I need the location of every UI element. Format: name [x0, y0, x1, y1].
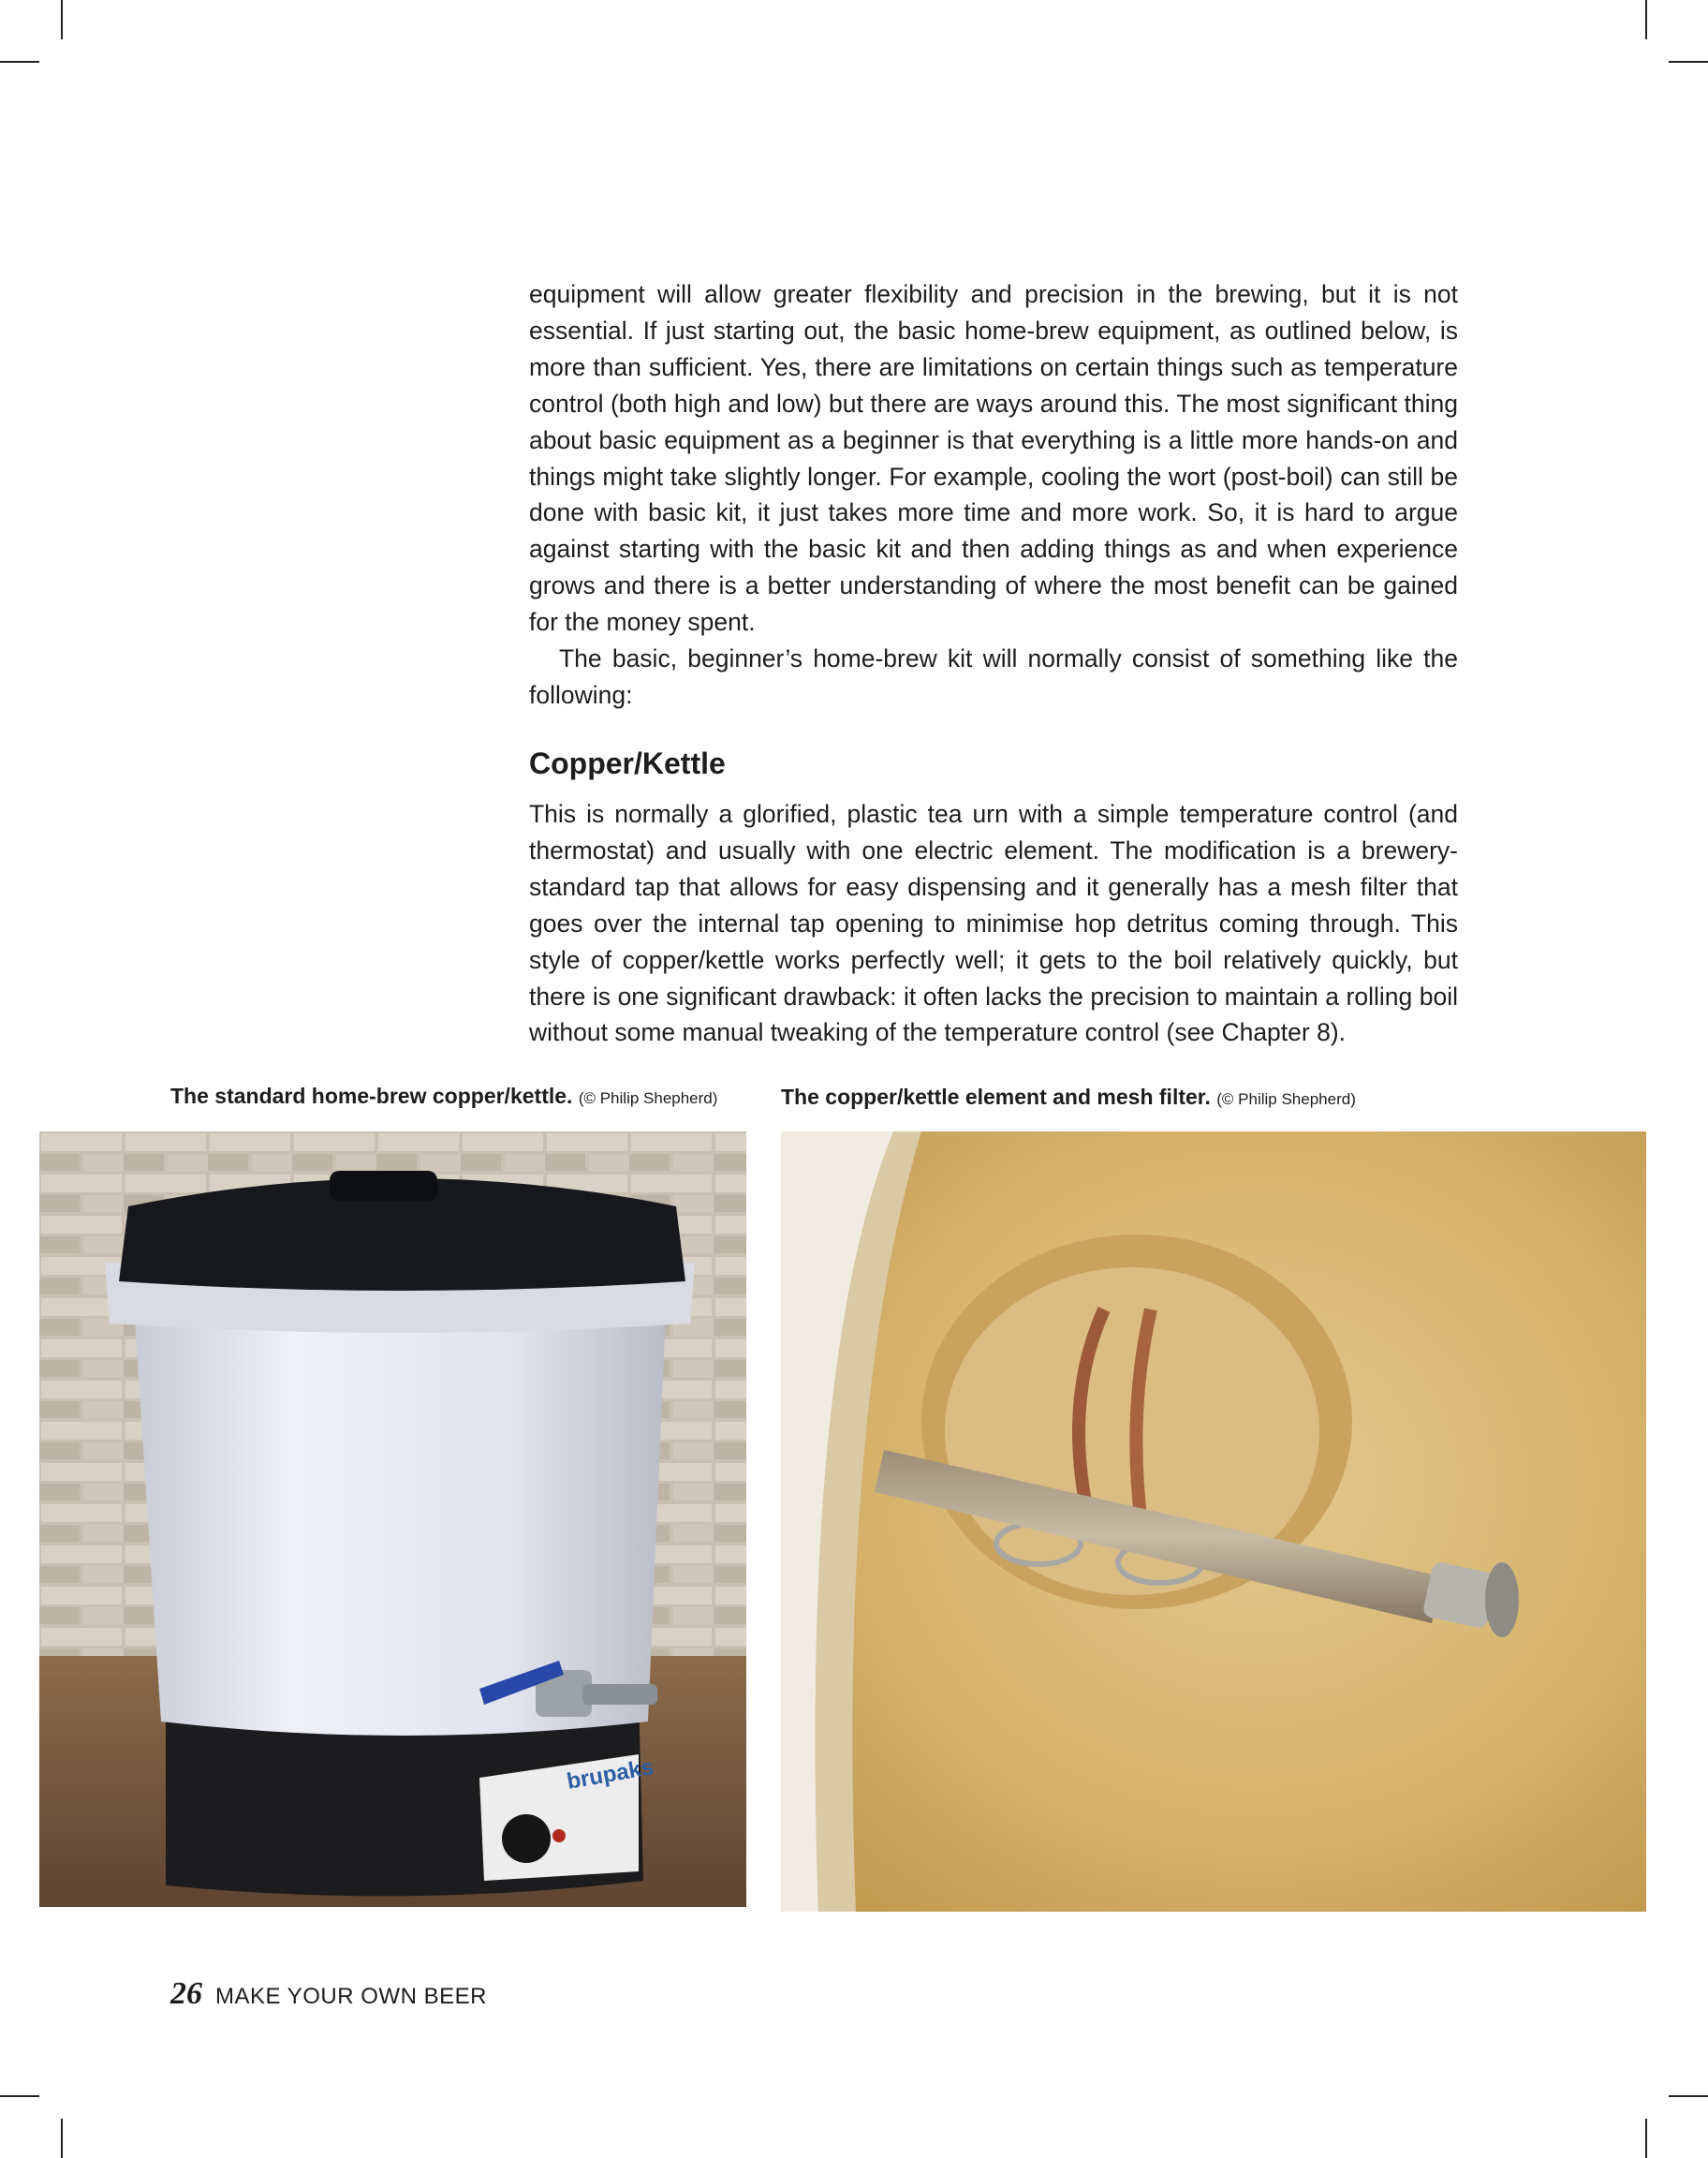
brand-label: brupaks [565, 1754, 655, 1795]
page-footer [170, 1976, 487, 2012]
body-paragraph: The basic, beginner’s home-brew kit will normally consist of something like the following: [529, 644, 1458, 709]
crop-mark [0, 2095, 39, 2097]
caption-credit: (© Philip Shepherd) [578, 1089, 718, 1107]
body-text [529, 276, 1458, 714]
caption-text: The copper/kettle element and mesh filter. [781, 1085, 1211, 1109]
figure-caption-1 [170, 1084, 717, 1109]
kettle-illustration [39, 1131, 746, 1907]
section-paragraph: This is normally a glorified, plastic tea urn with a simple temperature control (and thermostat) and usually with one electric element. The modification is a brewery-standard tap that allows for easy dispensing and it generally has a mesh filter that goes over the internal tap opening to minimise hop detritus coming through. This style of copper/kettle works perfectly well; it gets to the boil relatively quickly, but there is one significant drawback: it often lacks the precision to maintain a rolling boil without some manual tweaking of the temperature control (see Chapter 8). [529, 800, 1458, 1047]
element-filter-photo [781, 1131, 1646, 1912]
page-number: 26 [170, 1976, 202, 2011]
body-paragraph: equipment will allow greater flexibility and precision in the brewing, but it is not essential. If just starting out, the basic home-brew equipment, as outlined below, is more than sufficient. Yes, there are limitations on certain things such as temperature control (both high and low) but there are ways around this. The most significant thing about basic equipment as a beginner is that everything is a little more hands-on and things might take slightly longer. For example, cooling the wort (post-boil) can still be done with basic kit, it just takes more time and more work. So, it is hard to argue against starting with the basic kit and then adding things as and when experience grows and there is a better understanding of where the most benefit can be gained for the money spent. [529, 280, 1458, 637]
crop-mark [1645, 2119, 1647, 2158]
figure-caption-2 [781, 1085, 1356, 1110]
section-text [529, 796, 1458, 1051]
crop-mark [61, 2119, 63, 2158]
caption-text: The standard home-brew copper/kettle. [170, 1084, 573, 1108]
kettle-photo [39, 1131, 746, 1907]
crop-mark [0, 61, 39, 63]
element-filter-illustration [781, 1131, 1646, 1912]
running-title: MAKE YOUR OWN BEER [215, 1984, 487, 2009]
crop-mark [1669, 61, 1708, 63]
crop-mark [1669, 2095, 1708, 2097]
section-heading: Copper/Kettle [529, 746, 726, 780]
caption-credit: (© Philip Shepherd) [1216, 1090, 1356, 1108]
crop-mark [61, 0, 63, 39]
crop-mark [1645, 0, 1647, 39]
